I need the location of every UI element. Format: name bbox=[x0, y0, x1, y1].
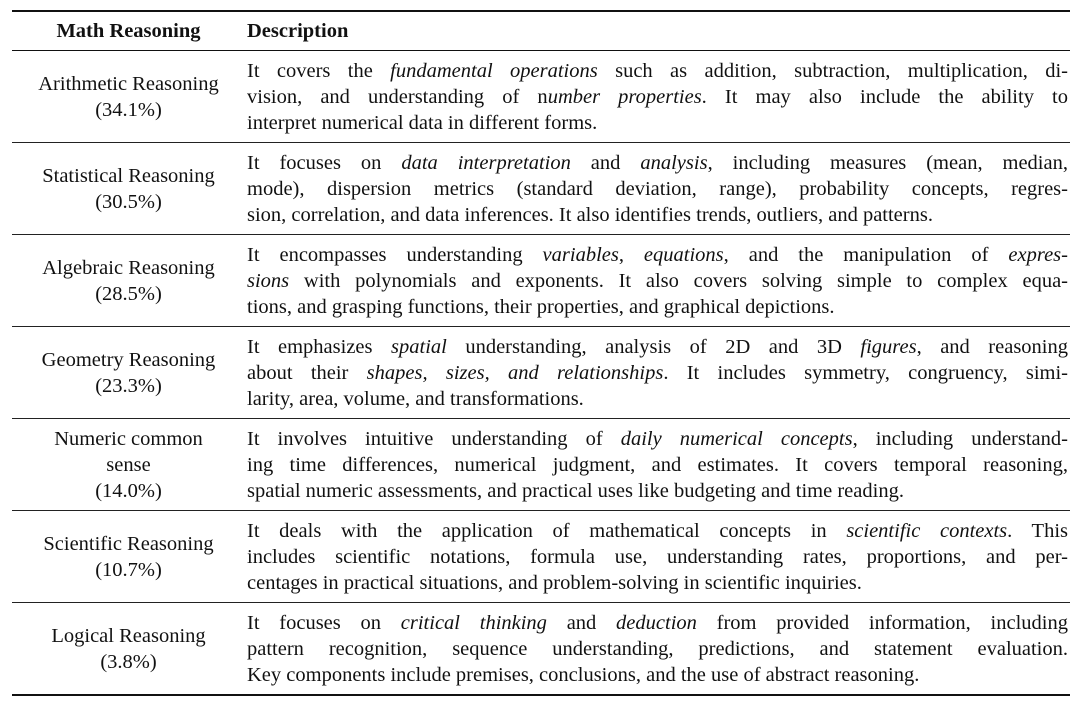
table-header bbox=[12, 11, 1070, 51]
table-row bbox=[12, 511, 1070, 603]
category-name-line: Numeric common bbox=[54, 428, 203, 450]
table-row bbox=[12, 51, 1070, 143]
description-line bbox=[247, 662, 1068, 688]
description-cell bbox=[245, 235, 1070, 327]
description-text: , and the manipulation of bbox=[723, 244, 1009, 266]
description-line bbox=[247, 544, 1068, 570]
category-name-line: Logical Reasoning bbox=[51, 625, 206, 647]
description-text: such as addition, subtraction, multiplication, di- bbox=[597, 60, 1069, 82]
description-cell bbox=[245, 603, 1070, 696]
description-line bbox=[247, 570, 1068, 596]
header-row bbox=[12, 11, 1070, 51]
category-name-line: Arithmetic Reasoning bbox=[38, 73, 219, 95]
description-line bbox=[247, 176, 1068, 202]
description-line bbox=[247, 58, 1068, 84]
category-name-line: (10.7%) bbox=[95, 559, 162, 581]
category-cell bbox=[12, 51, 245, 143]
emphasized-text: daily numerical concepts bbox=[620, 428, 853, 450]
description-text: , bbox=[618, 244, 644, 266]
description-text: It deals with the application of mathematical concepts in bbox=[247, 520, 847, 542]
description-text: from provided information, including bbox=[696, 612, 1068, 634]
emphasized-text: deduction bbox=[616, 612, 697, 634]
emphasized-text: fundamental operations bbox=[390, 60, 598, 82]
description-line bbox=[247, 426, 1068, 452]
emphasized-text: critical thinking bbox=[400, 612, 547, 634]
header-description: Description bbox=[247, 20, 349, 42]
category-cell bbox=[12, 235, 245, 327]
category-name-line: Scientific Reasoning bbox=[43, 533, 214, 555]
description-line bbox=[247, 478, 1068, 504]
table-row bbox=[12, 603, 1070, 696]
table-row bbox=[12, 235, 1070, 327]
category-name-line: (28.5%) bbox=[95, 283, 162, 305]
emphasized-text: analysis bbox=[640, 152, 708, 174]
description-text: , including understand- bbox=[852, 428, 1068, 450]
description-line bbox=[247, 84, 1068, 110]
category-name-line: Statistical Reasoning bbox=[42, 165, 215, 187]
description-cell bbox=[245, 51, 1070, 143]
emphasized-text: spatial bbox=[391, 336, 447, 358]
description-text: sion, correlation, and data inferences. It also identifies trends, outliers, and patterns. bbox=[247, 204, 933, 226]
math-reasoning-table-container bbox=[12, 10, 1070, 696]
description-line bbox=[247, 518, 1068, 544]
description-text: , and reasoning bbox=[916, 336, 1069, 358]
description-text: Key components include premises, conclusions, and the use of abstract reasoning. bbox=[247, 664, 920, 686]
table-row bbox=[12, 143, 1070, 235]
description-text: with polynomials and exponents. It also covers solving simple to complex equa- bbox=[289, 270, 1068, 292]
emphasized-text: variables bbox=[542, 244, 619, 266]
description-text: It covers the bbox=[247, 60, 391, 82]
table-row bbox=[12, 419, 1070, 511]
table-row bbox=[12, 327, 1070, 419]
description-text: vision, and understanding of n bbox=[247, 86, 548, 108]
description-line bbox=[247, 386, 1068, 412]
category-name-line: (14.0%) bbox=[95, 480, 162, 502]
description-cell bbox=[245, 143, 1070, 235]
header-math-reasoning: Math Reasoning bbox=[56, 20, 201, 42]
description-text: It focuses on bbox=[247, 152, 402, 174]
description-text: and bbox=[546, 612, 617, 634]
math-reasoning-table bbox=[12, 10, 1070, 696]
description-text: includes scientific notations, formula use, understanding rates, proportions, and per- bbox=[247, 546, 1068, 568]
category-name-line: Geometry Reasoning bbox=[41, 349, 216, 371]
emphasized-text: figures bbox=[860, 336, 917, 358]
description-text: . This bbox=[1007, 520, 1068, 542]
description-line bbox=[247, 150, 1068, 176]
description-text: It focuses on bbox=[247, 612, 401, 634]
description-line bbox=[247, 294, 1068, 320]
description-text: spatial numeric assessments, and practical uses like budgeting and time reading. bbox=[247, 480, 904, 502]
category-cell bbox=[12, 143, 245, 235]
description-line bbox=[247, 268, 1068, 294]
description-text: It encompasses understanding bbox=[247, 244, 543, 266]
description-text: . It includes symmetry, congruency, simi- bbox=[663, 362, 1068, 384]
description-cell bbox=[245, 511, 1070, 603]
description-text: ing time differences, numerical judgment, and estimates. It covers temporal reasoning, bbox=[247, 454, 1068, 476]
description-line bbox=[247, 636, 1068, 662]
description-text: It emphasizes bbox=[247, 336, 392, 358]
description-text: centages in practical situations, and problem-solving in scientific inquiries. bbox=[247, 572, 862, 594]
description-line bbox=[247, 610, 1068, 636]
description-text: interpret numerical data in different forms. bbox=[247, 112, 598, 134]
emphasized-text: sions bbox=[247, 270, 290, 292]
emphasized-text: expres- bbox=[1008, 244, 1068, 266]
category-name-line: sense bbox=[106, 454, 151, 476]
category-cell bbox=[12, 327, 245, 419]
description-text: understanding, analysis of 2D and 3D bbox=[446, 336, 861, 358]
category-cell bbox=[12, 511, 245, 603]
category-name-line: (23.3%) bbox=[95, 375, 162, 397]
table-body bbox=[12, 51, 1070, 696]
description-text: mode), dispersion metrics (standard deviation, range), probability concepts, regres- bbox=[247, 178, 1068, 200]
emphasized-text: data interpretation bbox=[401, 152, 571, 174]
category-cell bbox=[12, 603, 245, 696]
description-text: , including measures (mean, median, bbox=[707, 152, 1068, 174]
description-line bbox=[247, 360, 1068, 386]
description-text: It involves intuitive understanding of bbox=[247, 428, 621, 450]
description-text: larity, area, volume, and transformations. bbox=[247, 388, 584, 410]
description-text: about their bbox=[247, 362, 367, 384]
description-line bbox=[247, 242, 1068, 268]
description-line bbox=[247, 452, 1068, 478]
category-name-line: Algebraic Reasoning bbox=[42, 257, 215, 279]
description-cell bbox=[245, 419, 1070, 511]
description-text: pattern recognition, sequence understanding, predictions, and statement evaluation. bbox=[247, 638, 1068, 660]
category-name-line: (30.5%) bbox=[95, 191, 162, 213]
description-cell bbox=[245, 327, 1070, 419]
emphasized-text: shapes, sizes, and relationships bbox=[366, 362, 664, 384]
description-line bbox=[247, 202, 1068, 228]
description-text: and bbox=[570, 152, 641, 174]
description-text: tions, and grasping functions, their properties, and graphical depictions. bbox=[247, 296, 835, 318]
description-line bbox=[247, 110, 1068, 136]
category-name-line: (3.8%) bbox=[100, 651, 157, 673]
category-name-line: (34.1%) bbox=[95, 99, 162, 121]
emphasized-text: scientific contexts bbox=[846, 520, 1008, 542]
emphasized-text: umber properties bbox=[547, 86, 702, 108]
category-cell bbox=[12, 419, 245, 511]
description-text: . It may also include the ability to bbox=[701, 86, 1068, 108]
description-line bbox=[247, 334, 1068, 360]
emphasized-text: equations bbox=[643, 244, 724, 266]
